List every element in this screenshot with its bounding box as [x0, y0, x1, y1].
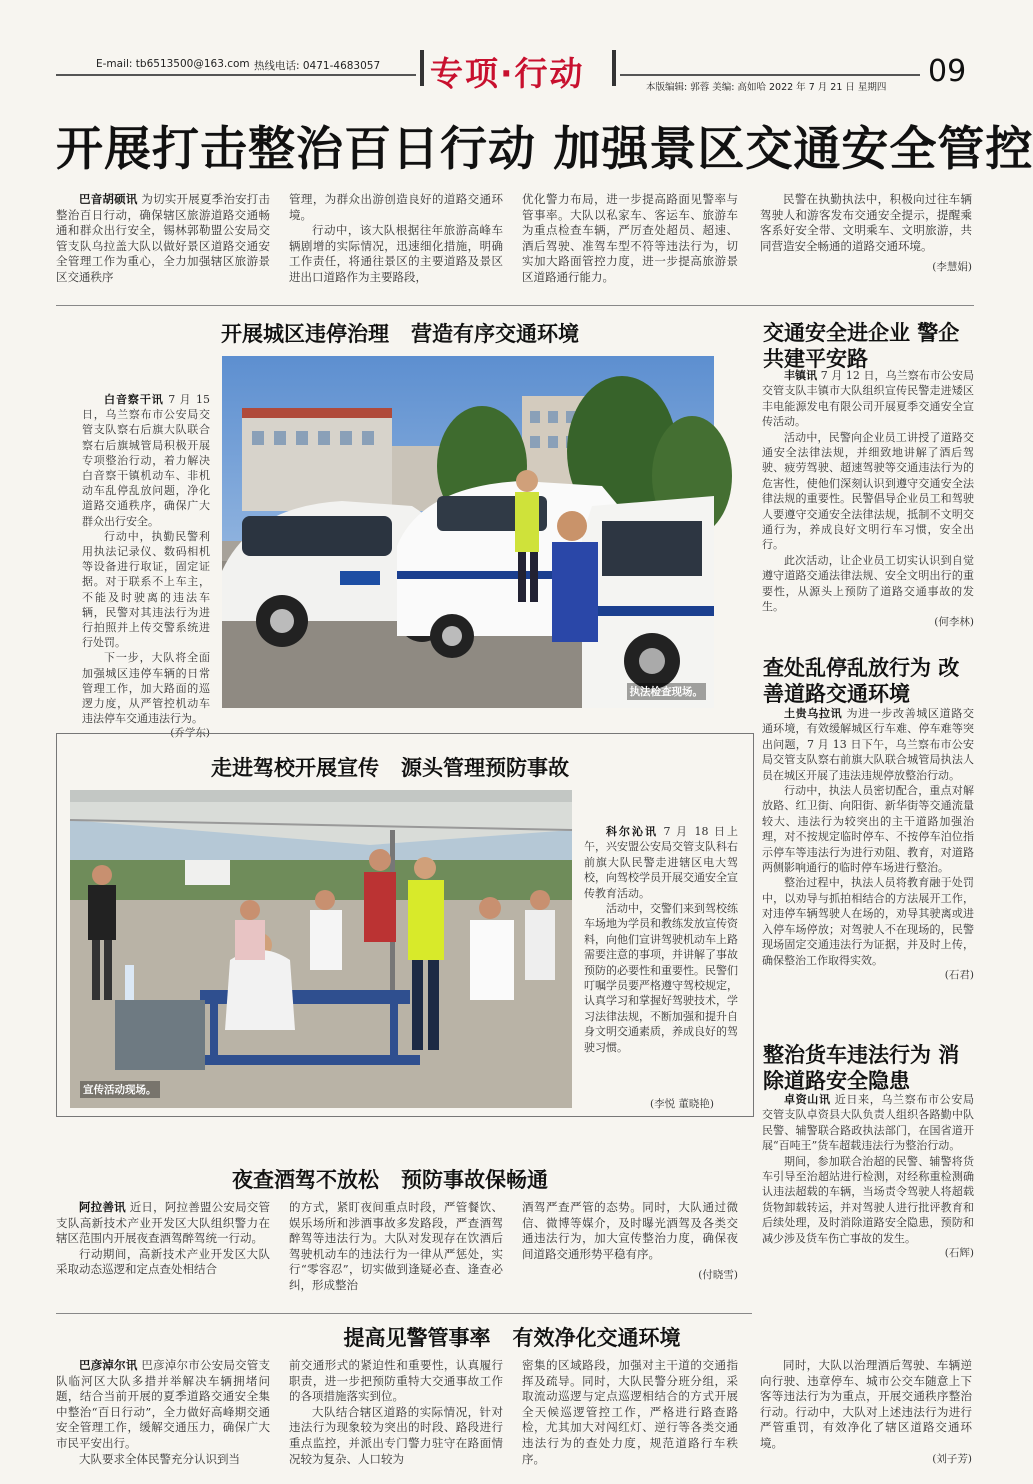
art2-p2: 活动中，民警向企业员工讲授了道路交通安全法律法规，并细致地讲解了酒后驾驶、疲劳驾驶、超速驾驶等交通违法行为的危害性，使他们深刻认识到遵守交通安全法律法规的重要性。民警倡导企业员工和驾驶人要遵守交通安全法律法规，抵制不文明交通行为，养成良好文明行车习惯，安全出行。 [762, 430, 974, 552]
lead-col3-text: 优化警力布局，进一步提高路面见警率与管事率。大队以私家车、客运车、旅游车为重点检查车辆，严厉查处超员、超速、酒后驾驶、准驾车型不符等违法行为，切实加大路面管控力度，进一步提高旅游景区道路通行能力。 [522, 192, 738, 284]
lead-col-4 [760, 192, 972, 296]
art7-col3-text: 密集的区域路段，加强对主干道的交通指挥及疏导。同时，大队民警分班分组，采取流动巡逻与定点巡逻相结合的方式开展全天候巡逻管控工作，严格进行路查路检，尤其加大对闯红灯、逆行等各类交通违法行为的查处力度，规范道路行车秩序。 [522, 1358, 738, 1466]
art6-col3-text: 酒驾严查严管的态势。同时，大队通过微信、微博等媒介，及时曝光酒驾及各类交通违法行为，加大宣传整治力度，确保夜间道路交通形势平稳有序。 [522, 1200, 738, 1261]
lead-col2b-text: 行动中，该大队根据往年旅游高峰车辆剧增的实际情况，迅速细化措施，明确工作责任，将通往景区的主要道路及景区进出口道路作为主要路段， [289, 223, 503, 284]
art2-p1: 7 月 12 日，乌兰察布市公安局交管支队丰镇市大队组织宣传民警走进矮区丰电能源发电有限公司开展夏季交通安全宣传活动。 [762, 369, 974, 429]
masthead-rule-left [56, 74, 416, 76]
art2-p3: 此次活动，让企业员工切实认识到自觉遵守道路交通法律法规、安全文明出行的重要性，从源头上预防了道路交通事故的发生。 [762, 553, 974, 614]
art1-body [82, 392, 211, 740]
art6-byline: 阿拉善讯 [79, 1200, 126, 1214]
art7-author: (刘子芳) [932, 1452, 972, 1465]
divider-bottom [56, 1313, 752, 1314]
art6-col-2 [289, 1200, 503, 1304]
art1-author: (乔学东) [170, 727, 210, 740]
email-text: E-mail: tb6513500@163.com [96, 58, 250, 70]
art7-col-3 [522, 1358, 738, 1480]
masthead-rule-right [620, 74, 920, 76]
art7-col2b-text: 大队结合辖区道路的实际情况，针对违法行为现象较为突出的时段、路段进行重点监控，并派出专门警力驻守在路面情况较为复杂、人口较为 [289, 1404, 503, 1466]
art3-p2: 行动中，执法人员密切配合，重点对解放路、红卫街、向阳街、新华街等交通流量较大、违法行为较突出的主干道路加强治理，对不按规定临时停车、不按停车泊位指示停车等违法行为进行劝阻、教育，对道路两侧影响通行的临时停车场进行整治。 [762, 784, 974, 875]
lead-col4-text: 民警在执勤执法中，积极向过往车辆驾驶人和游客发布交通安全提示，提醒乘客系好安全带、文明乘车、文明旅游，共同营造安全畅通的道路交通环境。 [760, 192, 972, 253]
lead-col2-text: 管理，为群众出游创造良好的道路交通环境。 [289, 192, 503, 222]
art4-author: (李悦 董晓艳) [650, 1098, 715, 1110]
art1-p2: 行动中，执勤民警利用执法记录仪、数码相机等设备进行取证，固定证据。对于联系不上车主，不能及时驶离的违法车辆，民警对其违法行为进行拍照并上传交警系统进行处罚。 [82, 529, 210, 650]
lead-col-3 [522, 192, 738, 296]
art7-title: 提高见警管事率 有效净化交通环境 [343, 1325, 681, 1350]
art6-col2-text: 的方式，紧盯夜间重点时段，严管餐饮、娱乐场所和涉酒事故多发路段，严查酒驾醉驾等违法行为。大队对发现存在饮酒后驾驶机动车的违法行为一律从严惩处，实行“零容忍”，切实做到逢疑必查、逢查必纠，形成整治 [289, 1200, 503, 1292]
art1-p3: 下一步，大队将全面加强城区违停车辆的日常管理工作，加大路面的巡逻力度，从严管控机动车违法停车交通违法行为。 [82, 651, 210, 726]
art6-col-3 [522, 1200, 738, 1304]
school-photo [70, 790, 572, 1108]
main-headline: 开展打击整治百日行动 加强景区交通安全管控 [56, 122, 1033, 177]
art3-title [763, 655, 978, 707]
art5-body [762, 1092, 974, 1310]
art1-byline: 白音察干讯 [104, 393, 164, 406]
art5-byline: 卓资山讯 [784, 1093, 831, 1106]
art7-col1b-text: 大队要求全体民警充分认识到当 [79, 1451, 240, 1466]
art4-byline: 科尔沁讯 [606, 825, 658, 838]
school-photo-caption: 宣传活动现场。 [80, 1081, 160, 1098]
art7-col-4 [760, 1358, 972, 1480]
art3-title-text: 查处乱停乱放行为 改善道路交通环境 [763, 655, 960, 706]
page-number: 09 [928, 54, 967, 89]
credits-text: 本版编辑: 郭蓉 美编: 高如哈 2022 年 7 月 21 日 星期四 [646, 82, 887, 93]
art7-col1-text: 巴彦淖尔市公安局交管支队临河区大队多措并举解决车辆拥堵问题，结合当前开展的夏季道路交通安全集中整治“百日行动”，全力做好高峰期交通安全管理工作，缓解交通压力，确保广大市民平安出行。 [56, 1358, 271, 1450]
bar-right [612, 50, 616, 86]
lead-col1-text: 为切实开展夏季治安打击整治百日行动，确保辖区旅游道路交通畅通和群众出行安全，锡林郭勒盟公安局交管支队乌拉盖大队以做好景区道路交通安全管理工作为重心，全力加强辖区旅游景区交通秩序 [56, 192, 271, 284]
school-photo-image [70, 790, 572, 1108]
divider-top [56, 305, 974, 306]
art4-title: 走进驾校开展宣传 源头管理预防事故 [211, 755, 569, 780]
art3-p1: 为进一步改善城区道路交通环境，有效缓解城区行车难、停车难等突出问题，7 月 13 日下午，乌兰察布市公安局交管支队察右前旗大队联合城管局执法人员在城区开展了违法违规停放整治行动。 [762, 707, 974, 782]
bar-left [420, 50, 424, 86]
art1-title: 开展城区违停治理 营造有序交通环境 [221, 321, 579, 346]
lead-author: (李慧娟) [932, 261, 972, 274]
masthead [0, 0, 1024, 110]
enforcement-photo-image [222, 356, 714, 708]
section-title-text: 专项·行动 [430, 54, 585, 93]
art5-p1: 近日来，乌兰察布市公安局交管支队卓资县大队负责人组织各路勤中队民警、辅警联合路政执法部门，在国省道开展“百吨王”货车超载违法行为整治行动。 [762, 1093, 974, 1153]
lead-col-1 [56, 192, 270, 296]
art3-body [762, 706, 974, 1028]
art5-author: (石辉) [944, 1247, 974, 1260]
art3-byline: 土贵乌拉讯 [784, 707, 843, 720]
lead-byline: 巴音胡硕讯 [79, 192, 138, 206]
art7-col-2 [289, 1358, 503, 1480]
art3-p3: 整治过程中，执法人员将教育融于处罚中，以劝导与抓拍相结合的方法展开工作，对违停车辆驾驶人在场的，劝导其驶离或进入停车场停放；对驾驶人不在现场的，民警现场固定交通违法行为证据，并及时上传，确保整治工作取得实效。 [762, 876, 974, 967]
art7-byline: 巴彦淖尔讯 [79, 1358, 138, 1372]
art6-col1-text: 近日，阿拉善盟公安局交管支队高新技术产业开发区大队组织警力在辖区范围内开展夜查酒驾醉驾统一行动。 [56, 1200, 271, 1246]
art5-title-text: 整治货车违法行为 消除道路安全隐患 [763, 1042, 960, 1093]
art1-p1: 7 月 15 日，乌兰察布市公安局交管支队察右后旗大队联合察右后旗城管局积极开展专项整治行动，着力解决白音察干镇机动车、非机动车乱停乱放问题，净化道路交通秩序，确保广大群众出行安全。 [82, 393, 211, 528]
art2-title-text: 交通安全进企业 警企共建平安路 [763, 320, 960, 371]
art4-p1: 7 月 18 日上午，兴安盟公安局交管支队科右前旗大队民警走进辖区电大驾校，向驾校学员开展交通安全宣传教育活动。 [584, 825, 738, 900]
art7-col-1 [56, 1358, 270, 1480]
enforcement-photo-caption: 执法检查现场。 [627, 683, 707, 700]
art5-title [763, 1042, 978, 1094]
art7-col2-text: 前交通形式的紧迫性和重要性，认真履行职责，进一步把预防重特大交通事故工作的各项措施落实到位。 [289, 1358, 503, 1404]
lead-col-2 [289, 192, 503, 296]
art4-body [584, 824, 738, 1094]
hotline-text: 热线电话: 0471-4683057 [254, 60, 381, 72]
art6-col-1 [56, 1200, 270, 1304]
section-title [430, 48, 585, 95]
art7-col4-text: 同时，大队以治理酒后驾驶、车辆逆向行驶、违章停车、城市公交车随意上下客等违法行为为重点，开展交通秩序整治行动。行动中，大队对上述违法行为进行严管重罚，有效净化了辖区道路交通环境。 [760, 1358, 972, 1450]
art2-author: (何李林) [934, 615, 974, 628]
art2-byline: 丰镇讯 [784, 369, 818, 382]
art2-title [763, 320, 978, 372]
art6-col1b-text: 行动期间，高新技术产业开发区大队采取动态巡逻和定点查处相结合 [56, 1246, 270, 1277]
art2-body [762, 368, 974, 642]
art6-title: 夜查酒驾不放松 预防事故保畅通 [232, 1167, 548, 1192]
enforcement-photo [222, 356, 714, 708]
art4-p2: 活动中，交警们来到驾校练车场地为学员和教练发放宣传资料，向他们宣讲驾驶机动车上路需要注意的事项，并讲解了事故预防的必要性和重要性。民警们叮嘱学员要严格遵守驾校规定，认真学习和掌握好驾驶技术，学习法律法规，不断加强和提升自身文明交通素质，养成良好的驾驶习惯。 [584, 902, 738, 1054]
art6-author: (付晓雪) [698, 1269, 738, 1282]
art5-p2: 期间，参加联合治超的民警、辅警将货车引导至治超站进行检测，对经称重检测确认违法超载的车辆，当场责令驾驶人将超载货物卸载转运，并对驾驶人进行批评教育和后续处理，及时消除道路安全隐患，预防和减少涉及货车伤亡事故的发生。 [762, 1154, 974, 1245]
art3-author: (石君) [944, 968, 974, 981]
